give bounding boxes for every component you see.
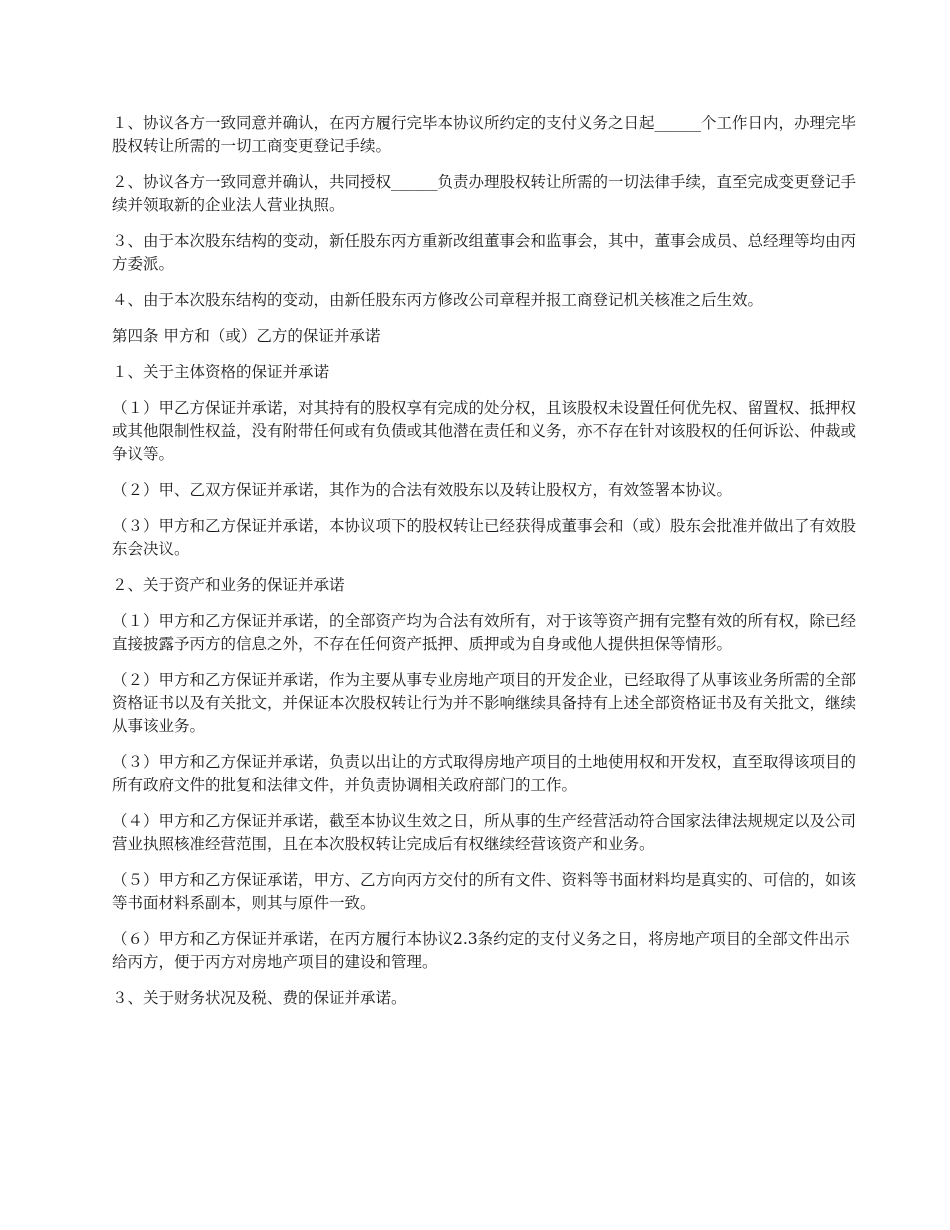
clause-paragraph-4: ４、由于本次股东结构的变动，由新任股东丙方修改公司章程并报工商登记机关核准之后生效。 xyxy=(112,291,764,309)
section-2-item-4: （４）甲方和乙方保证并承诺，截至本协议生效之日，所从事的生产经营活动符合国家法律法规规定以及公司营业执照核准经营范围，且在本次股权转让完成后有权继续经营该资产和业务。 xyxy=(112,812,857,853)
section-1-item-3: （３）甲方和乙方保证并承诺，本协议项下的股权转让已经获得成董事会和（或）股东会批准并做出了有效股东会决议。 xyxy=(112,517,857,558)
clause-paragraph-1: １、协议各方一致同意并确认，在丙方履行完毕本协议所约定的支付义务之日起______个工作日内，办理完毕股权转让所需的一切工商变更登记手续。 xyxy=(112,114,857,155)
section-3-heading: ３、关于财务状况及税、费的保证并承诺。 xyxy=(112,989,407,1007)
clause-paragraph-3: ３、由于本次股东结构的变动，新任股东丙方重新改组董事会和监事会，其中，董事会成员、总经理等均由丙方委派。 xyxy=(112,232,857,273)
section-2-item-1: （１）甲方和乙方保证并承诺，的全部资产均为合法有效所有，对于该等资产拥有完整有效的所有权，除已经直接披露予丙方的信息之外，不存在任何资产抵押、质押或为自身或他人提供担保等情形。 xyxy=(112,612,857,653)
section-2-item-2: （２）甲方和乙方保证并承诺，作为主要从事专业房地产项目的开发企业，已经取得了从事该业务所需的全部资格证书以及有关批文，并保证本次股权转让行为并不影响继续具备持有上述全部资格证书及有关批文，继续从事该业务。 xyxy=(112,671,857,735)
clause-paragraph-2: ２、协议各方一致同意并确认，共同授权______负责办理股权转让所需的一切法律手续，直至完成变更登记手续并领取新的企业法人营业执照。 xyxy=(112,173,857,214)
section-1-item-2: （２）甲、乙双方保证并承诺，其作为的合法有效股东以及转让股权方，有效签署本协议。 xyxy=(112,481,733,499)
section-2-item-5: （５）甲方和乙方保证承诺，甲方、乙方向丙方交付的所有文件、资料等书面材料均是真实的、可信的，如该等书面材料系副本，则其与原件一致。 xyxy=(112,871,857,912)
section-1-heading: １、关于主体资格的保证并承诺 xyxy=(112,363,330,381)
section-2-item-3: （３）甲方和乙方保证并承诺，负责以出让的方式取得房地产项目的土地使用权和开发权，直至取得该项目的所有政府文件的批复和法律文件，并负责协调相关政府部门的工作。 xyxy=(112,753,857,794)
section-1-item-1: （１）甲乙方保证并承诺，对其持有的股权享有完成的处分权，且该股权未设置任何优先权、留置权、抵押权或其他限制性权益，没有附带任何或有负债或其他潜在责任和义务，亦不存在针对该股权的任何诉讼、仲裁或争议等。 xyxy=(112,399,857,463)
document-page xyxy=(112,112,857,1023)
section-2-item-6: （６）甲方和乙方保证并承诺，在丙方履行本协议2.3条约定的支付义务之日，将房地产项目的全部文件出示给丙方，便于丙方对房地产项目的建设和管理。 xyxy=(112,930,850,971)
section-2-heading: ２、关于资产和业务的保证并承诺 xyxy=(112,576,345,594)
article-four-heading: 第四条 甲方和（或）乙方的保证并承诺 xyxy=(112,327,381,345)
